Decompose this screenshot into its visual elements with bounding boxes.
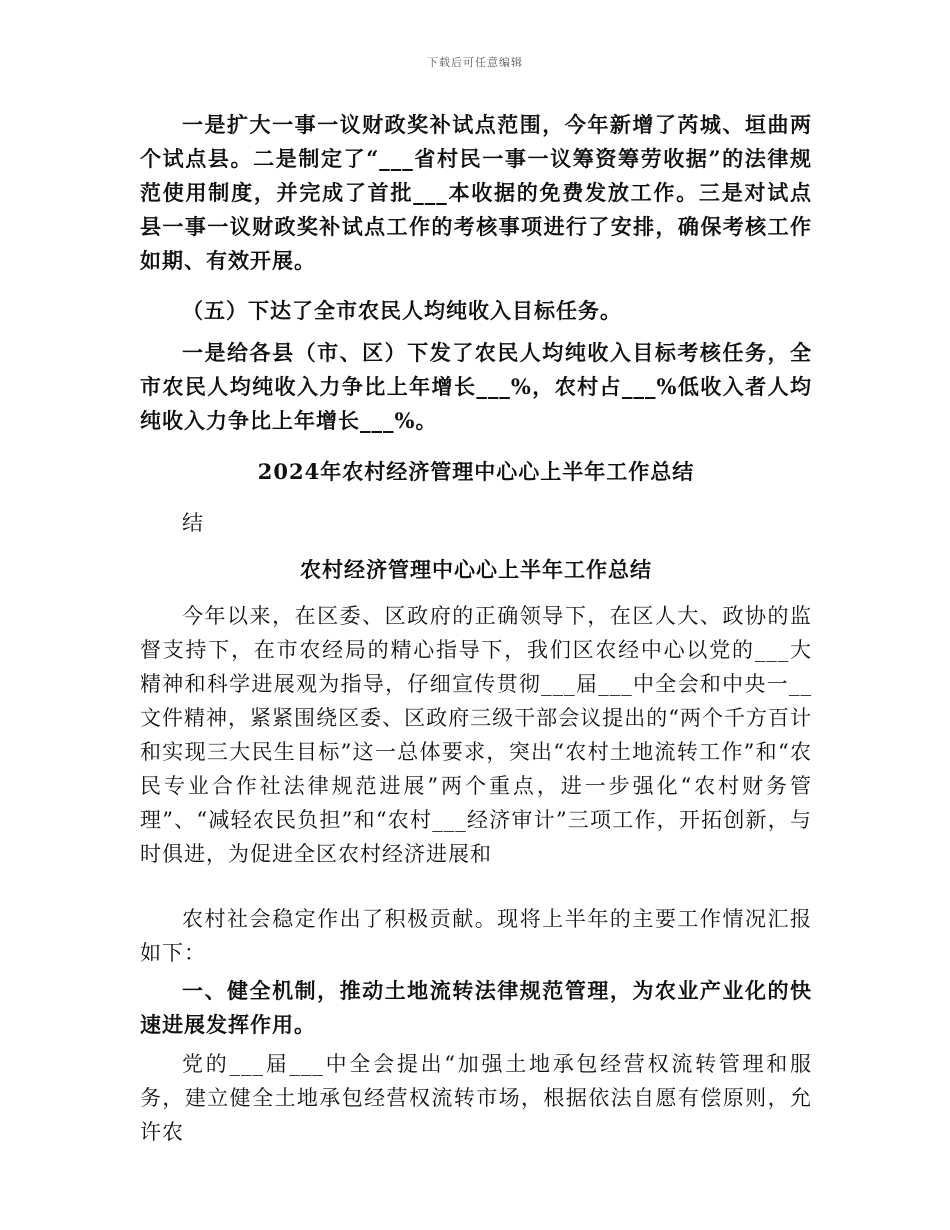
paragraph-summary-lead: 农村社会稳定作出了积极贡献。现将上半年的主要工作情况汇报如下： [140, 907, 812, 965]
paragraph-land-transfer: 党的___届___中全会提出“加强土地承包经营权流转管理和服务，建立健全土地承包经营权流转市场，根据依法自愿有偿原则，允许农 [140, 1052, 812, 1144]
paragraph-income-target: 一是给各县（市、区）下发了农民人均纯收入目标考核任务，全市农民人均纯收入力争比上年增长___%，农村占___%低收入者人均纯收入力争比上年增长___%。 [140, 340, 812, 433]
paragraph-pilot-expansion: 一是扩大一事一议财政奖补试点范围，今年新增了芮城、垣曲两个试点县。二是制定了“___省村民一事一议筹资筹劳收据”的法律规范使用制度，并完成了首批___本收据的免费发放工作。三是对试点县一事一议财政奖补试点工作的考核事项进行了安排，确保考核工作如期、有效开展。 [140, 112, 812, 273]
page-header-note: 下载后可任意编辑 [427, 56, 523, 69]
section-heading-income-target: （五）下达了全市农民人均纯收入目标任务。 [182, 298, 622, 323]
title-fragment: 结 [182, 511, 204, 535]
paragraph-intro: 今年以来，在区委、区政府的正确领导下，在区人大、政协的监督支持下，在市农经局的精心指导下，我们区农经中心以党的___大精神和科学进展观为指导，仔细宣传贯彻___届___中全会和中央一__文件精神，紧紧围绕区委、区政府三级干部会议提出的“两个千方百计和实现三大民生目标”这一总体要求，突出“农村土地流转工作”和“农民专业合作社法律规范进展”两个重点，进一步强化“农村财务管理”、“减轻农民负担”和“农村___经济审计”三项工作，开拓创新，与时俱进，为促进全区农村经济进展和 [140, 604, 812, 866]
document-title: 2024年农村经济管理中心心上半年工作总结 [257, 459, 695, 484]
document-subtitle: 农村经济管理中心心上半年工作总结 [300, 557, 652, 582]
section-heading-land-transfer: 一、健全机制，推动土地流转法律规范管理，为农业产业化的快速进展发挥作用。 [140, 978, 812, 1037]
